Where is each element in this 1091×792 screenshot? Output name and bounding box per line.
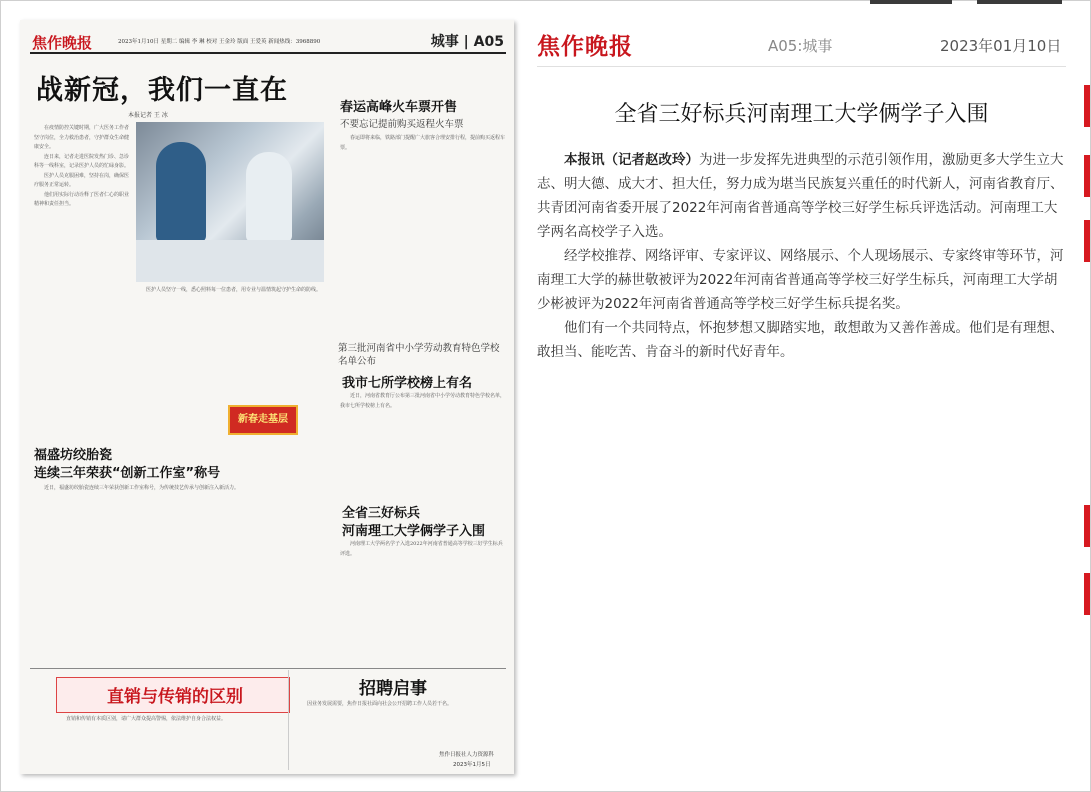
article-title-students-line2[interactable]: 河南理工大学俩学子入围 [342, 524, 486, 539]
article-title-porcelain-line2[interactable]: 连续三年荣获“创新工作室”称号 [34, 466, 221, 481]
side-marker[interactable] [1084, 155, 1090, 197]
masthead-meta: 2023年1月10日 星期二 编辑 李 琳 校对 王金玲 版面 王爱英 新闻热线：3968890 [118, 39, 321, 45]
photo-hospital-bed [136, 240, 324, 282]
article-paragraph-1: 本报讯（记者赵改玲）为进一步发挥先进典型的示范引领作用，激励更多大学生立大志、明大德、成大才、担大任，努力成为堪当民族复兴重任的时代新人，河南省教育厅、共青团河南省委开展了2022年河南省普通高等学校三好学生标兵评选活动。河南理工大学两名高校学子入选。 [537, 152, 1064, 240]
page-masthead [30, 30, 506, 54]
article-text-column: 河南理工大学两名学子入选2022年河南省普通高等学校三好学生标兵评选。 [340, 541, 503, 557]
ad-text-column: 直销和传销有本质区别，请广大群众提高警惕，依法维护自身合法权益。 [66, 716, 227, 722]
side-marker[interactable] [1084, 85, 1090, 127]
article-title-labor-schools[interactable]: 我市七所学校榜上有名 [342, 376, 473, 391]
reader-logo: 焦作晚报 [537, 34, 633, 60]
article-title: 全省三好标兵河南理工大学俩学子入围 [614, 102, 989, 127]
reader-date: 2023年01月10日 [940, 37, 1062, 55]
paper-logo: 焦作晚报 [32, 34, 93, 52]
article-paragraph-3: 他们有一个共同特点，怀抱梦想又脚踏实地，敢想敢为又善作善成。他们是有理想、敢担当、能吃苦、肯奋斗的新时代好青年。 [537, 320, 1064, 360]
toolbar-button-next[interactable] [977, 0, 1062, 4]
ad-recruitment-footer: 焦作日报社人力资源科 [439, 752, 495, 758]
article-paragraph-2: 经学校推荐、网络评审、专家评议、网络展示、个人现场展示、专家终审等环节，河南理工大学的赫世敬被评为2022年河南省普通高等学校三好学生标兵，河南理工大学胡少彬被评为2022年河南省普通高等学校三好学生标兵提名奖。 [537, 248, 1064, 312]
article-headline-covid[interactable]: 战新冠，我们一直在 [36, 75, 288, 106]
section-label: 城事 | A05 [430, 34, 504, 50]
ad-recruitment[interactable] [288, 670, 503, 770]
article-text-column: 医护人员坚守一线，悉心照料每一位患者，用专业与温情筑起守护生命的防线。 [146, 287, 322, 293]
article-text-column: 春运即将来临，铁路部门提醒广大旅客合理安排行程，提前购买返程车票。 [340, 135, 506, 151]
article-byline: 本报记者 王 冰 [128, 112, 168, 119]
ad-text-column: 因业务发展需要，焦作日报社面向社会公开招聘工作人员若干名。 [307, 701, 453, 707]
side-marker[interactable] [1084, 505, 1090, 547]
article-lead: 本报讯（记者赵改玲） [564, 152, 699, 168]
photo-figure-nurse [246, 152, 292, 242]
article-title-students-line1[interactable]: 全省三好标兵 [342, 506, 421, 521]
article-text-column: 近日，福盛坊绞胎瓷连续三年荣获创新工作室称号，为传统技艺传承与创新注入新活力。 [44, 485, 240, 491]
ad-divider [30, 668, 506, 669]
reader-header-divider [537, 66, 1066, 67]
article-subtitle-train-tickets: 不要忘记提前购买返程火车票 [340, 119, 464, 130]
photo-figure-doctor [156, 142, 206, 242]
ad-direct-selling[interactable] [56, 677, 290, 713]
article-text-column: 近日，河南省教育厅公布第三批河南省中小学劳动教育特色学校名单，我市七所学校榜上有名。 [340, 393, 506, 409]
ad-direct-selling-title: 直销与传销的区别 [107, 687, 243, 707]
article-body [537, 148, 1068, 364]
ad-recruitment-title: 招聘启事 [359, 679, 427, 699]
article-title-porcelain-line1[interactable]: 福盛坊绞胎瓷 [34, 448, 113, 463]
side-marker[interactable] [1084, 220, 1090, 262]
article-kicker-labor-schools: 第三批河南省中小学劳动教育特色学校名单公布 [338, 343, 500, 367]
toolbar-button-previous[interactable] [870, 0, 952, 4]
newspaper-page-image[interactable] [20, 20, 514, 774]
ad-recruitment-date: 2023年1月5日 [453, 762, 491, 768]
article-title-train-tickets[interactable]: 春运高峰火车票开售 [340, 100, 458, 115]
side-marker[interactable] [1084, 573, 1090, 615]
column-badge: 新春走基层 [228, 405, 298, 435]
reader-page-label: A05:城事 [768, 37, 833, 55]
article-text-column: 在疫情防控关键时期，广大医务工作者坚守岗位，全力救治患者，守护群众生命健康安全。 连日来，记者走进医院发热门诊、急诊科等一线科室，记录医护人员的忙碌身影。 医护人员克服困难，坚持在岗，确保医疗服务正常运转。 他们用实际行动诠释了医者仁心的职业精神和责任担当。 [34, 125, 130, 207]
news-photo-hospital[interactable] [136, 122, 324, 282]
